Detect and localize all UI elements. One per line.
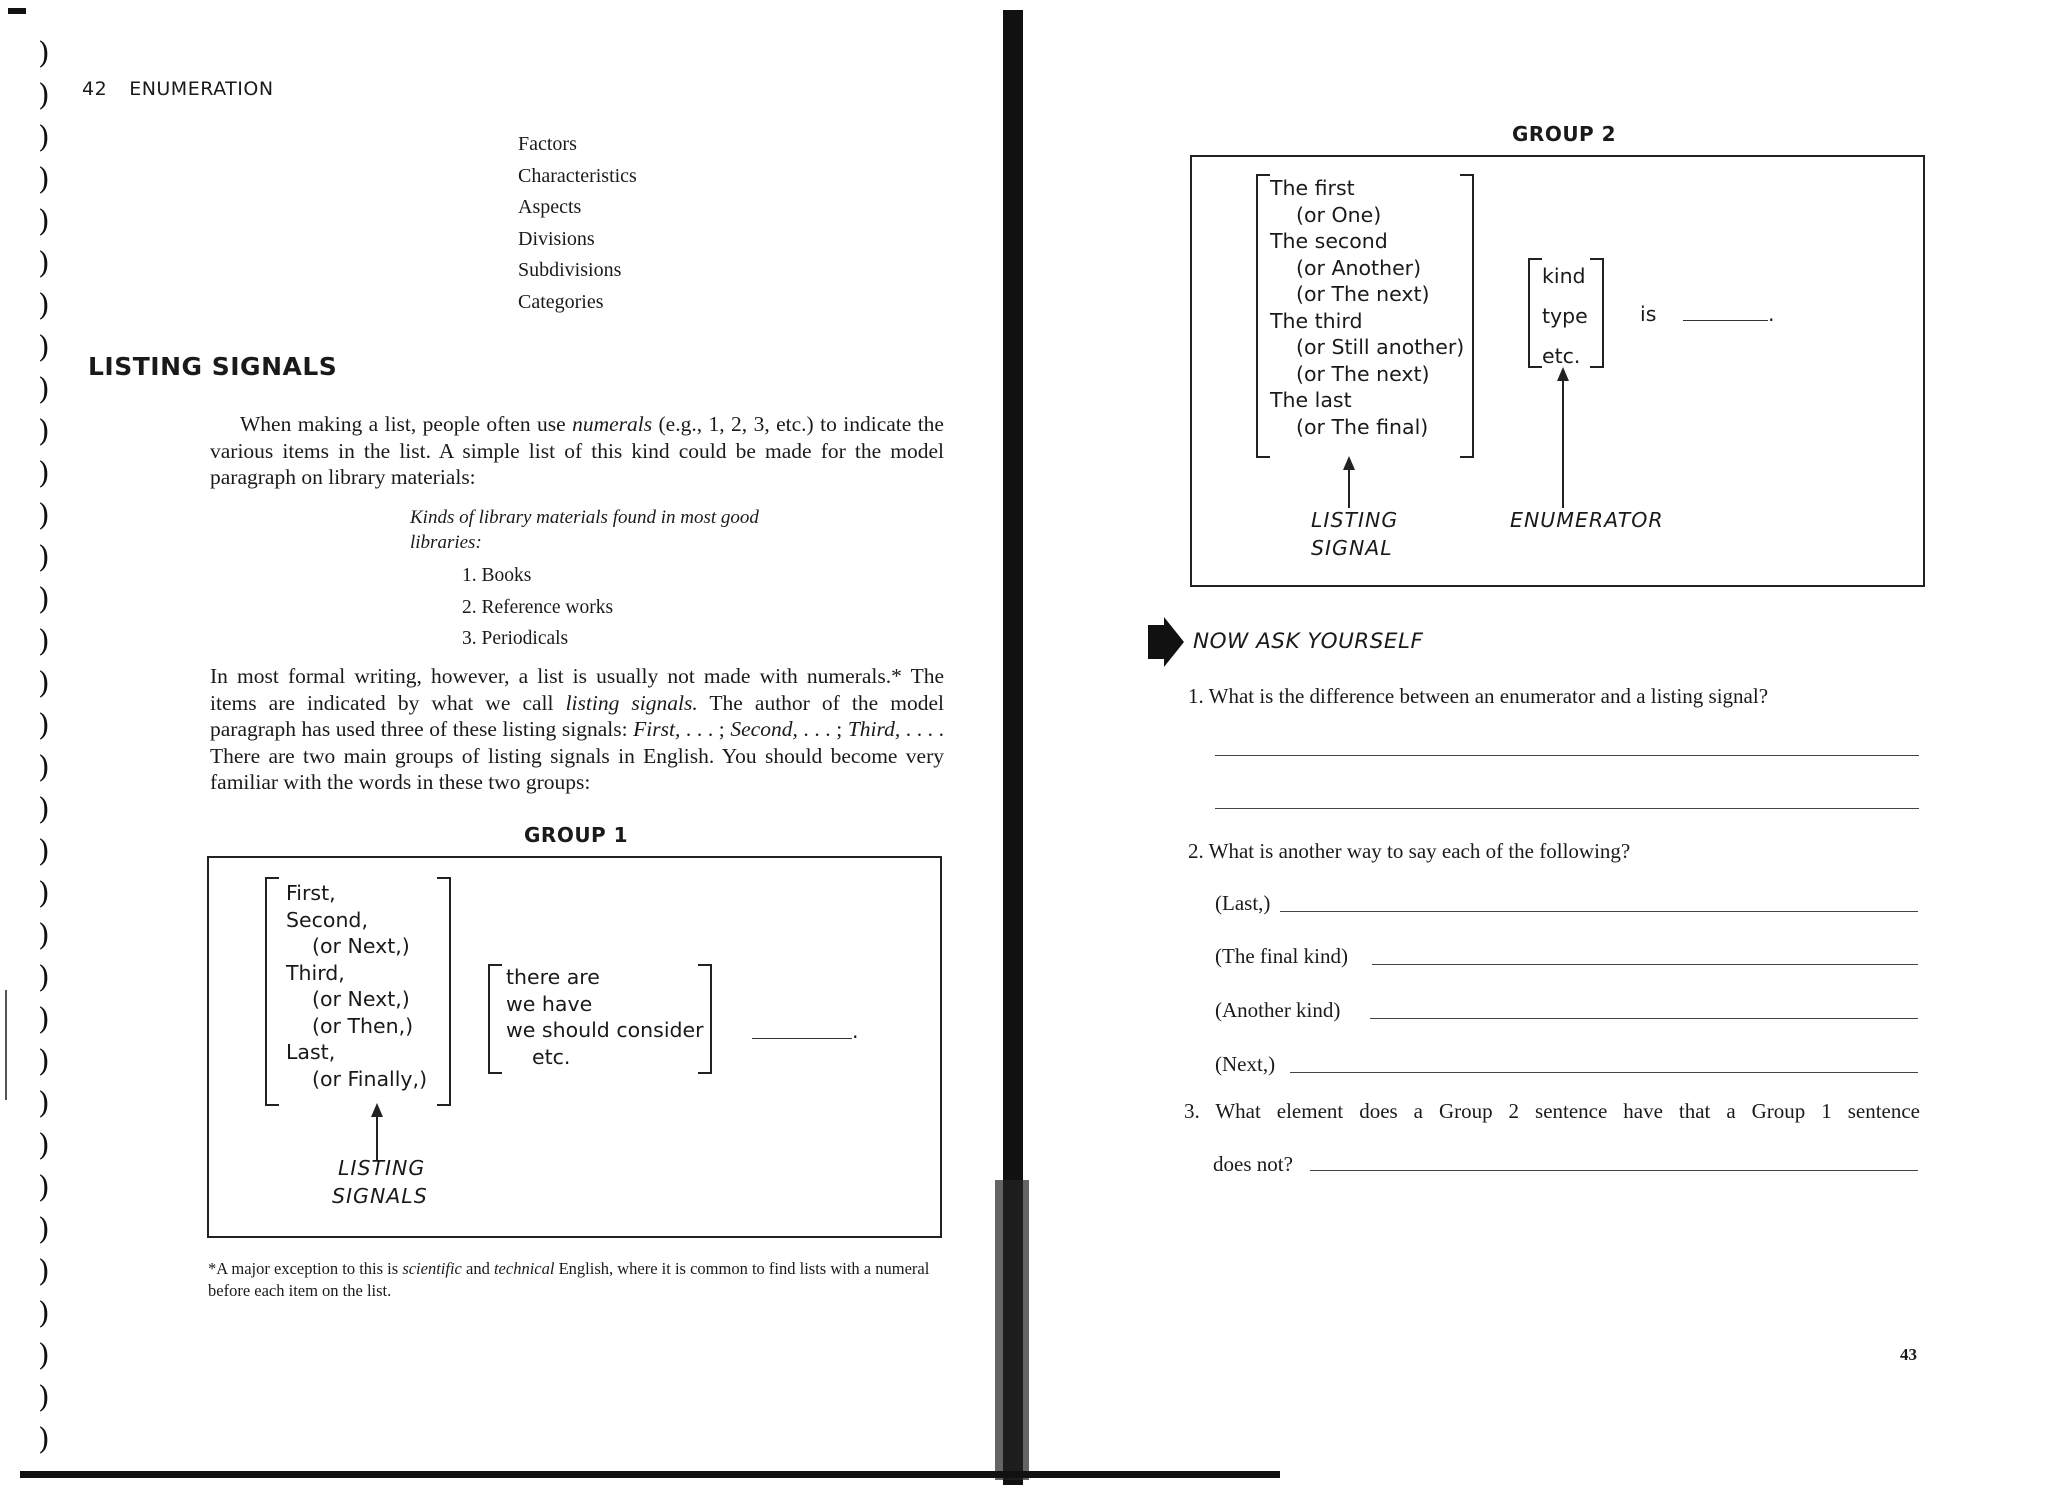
- page-edge-mark: [8, 8, 26, 14]
- group1-label-1: LISTING: [338, 1156, 426, 1180]
- binding-ring-icon: ): [38, 540, 50, 575]
- now-ask-heading: NOW ASK YOURSELF: [1193, 629, 1424, 654]
- binding-ring-icon: ): [38, 330, 50, 365]
- binding-ring-icon: ): [38, 162, 50, 197]
- binding-ring-icon: ): [38, 498, 50, 533]
- group2-signal-arrow-shaft: [1348, 468, 1350, 508]
- top-list-item: Categories: [518, 290, 604, 313]
- para2-run: First,: [633, 717, 681, 741]
- numbered-list-item: 3. Periodicals: [462, 628, 569, 649]
- group2-enumerator-word: etc.: [1542, 344, 1581, 368]
- para2-run: . . . ;: [680, 717, 731, 741]
- group2-signal-line: (or The next): [1296, 282, 1430, 306]
- running-head: ENUMERATION: [129, 78, 274, 100]
- top-list-item: Subdivisions: [518, 259, 622, 281]
- paragraph-1-text: [210, 411, 944, 491]
- binding-ring-icon: ): [38, 792, 50, 827]
- para2-run: . . . . There are two main groups of listing signals in English. You should become very familiar with the words in these two groups:: [210, 717, 945, 794]
- binding-ring-icon: ): [38, 708, 50, 743]
- binding-ring-icon: ): [38, 1380, 50, 1415]
- group2-enumerators: [1542, 256, 1588, 376]
- binding-ring-icon: ): [38, 1128, 50, 1163]
- caption-run: found in most good: [607, 507, 759, 528]
- group2-signal-label-2: SIGNAL: [1311, 536, 1393, 560]
- answer-line-2[interactable]: [1370, 1018, 1918, 1019]
- group2-enumerator-arrow-shaft: [1562, 378, 1564, 508]
- paragraph-1: [210, 411, 944, 491]
- group1-blank-period: .: [852, 1019, 859, 1043]
- binding-ring-icon: ): [38, 834, 50, 869]
- footnote-run: technical: [493, 1259, 555, 1278]
- group2-signal-line: (or Another): [1296, 255, 1422, 280]
- group1-title: GROUP 1: [524, 823, 629, 847]
- binding-ring-icon: ): [38, 204, 50, 239]
- group2-signal-line: The second: [1270, 229, 1388, 253]
- group2-signal-line: The first: [1270, 176, 1355, 200]
- paragraph-2: [210, 663, 944, 796]
- binding-ring-icon: ): [38, 120, 50, 155]
- numbered-list: [462, 560, 613, 655]
- book-spine-shadow: [995, 1180, 1029, 1480]
- answer-line-2[interactable]: [1372, 964, 1918, 965]
- paragraph-2-text: [210, 663, 944, 796]
- question-1: 1. What is the difference between an enumerator and a listing signal?: [1188, 684, 1769, 708]
- group2-enumerator-word: type: [1542, 304, 1588, 328]
- group2-enum-bracket-left: [1528, 258, 1542, 368]
- group1-signal-line: (or Finally,): [312, 1066, 428, 1091]
- page-number-right: 43: [1900, 1345, 1917, 1364]
- running-header: [82, 78, 296, 100]
- binding-ring-icon: ): [38, 876, 50, 911]
- footnote: [208, 1258, 942, 1302]
- group1-blank: [752, 1038, 852, 1039]
- group2-blank-period: .: [1768, 302, 1775, 326]
- binding-ring-icon: ): [38, 1296, 50, 1331]
- answer-line-1b[interactable]: [1215, 808, 1919, 809]
- group1-label-2: SIGNALS: [332, 1184, 428, 1208]
- group2-bracket-left: [1256, 174, 1270, 458]
- top-list: [518, 129, 637, 318]
- binding-ring-icon: ): [38, 582, 50, 617]
- answer-line-3[interactable]: [1310, 1170, 1918, 1171]
- binding-ring-icon: ): [38, 666, 50, 701]
- group2-enumerator-label: ENUMERATOR: [1510, 508, 1664, 532]
- group1-signals: [286, 880, 427, 1092]
- group2-title: GROUP 2: [1512, 122, 1617, 146]
- group2-signal-line: The last: [1270, 388, 1352, 412]
- binding-ring-icon: ): [38, 1044, 50, 1079]
- binding-ring-icon: ): [38, 372, 50, 407]
- footnote-run: English, where it is common to find lists with a numeral before each item on the list.: [208, 1259, 930, 1300]
- group1-middle-line: we should consider: [506, 1018, 704, 1042]
- group2-signal-label-1: LISTING: [1311, 508, 1399, 532]
- top-list-item: Aspects: [518, 196, 582, 218]
- group1-middle-line: we have: [506, 991, 593, 1016]
- binding-ring-icon: ): [38, 1170, 50, 1205]
- binding-ring-icon: ): [38, 750, 50, 785]
- binding-ring-icon: ): [38, 36, 50, 71]
- binding-ring-icon: ): [38, 1422, 50, 1457]
- binding-ring-icon: ): [38, 1002, 50, 1037]
- top-list-item: Divisions: [518, 227, 595, 250]
- question-2: 2. What is another way to say each of the following?: [1188, 839, 1631, 863]
- group2-enum-bracket-right: [1590, 258, 1604, 368]
- group1-middle-phrases: [506, 964, 704, 1070]
- group2-signals: [1270, 175, 1464, 440]
- group2-signal-line: The third: [1270, 308, 1363, 333]
- binding-ring-icon: ): [38, 1254, 50, 1289]
- para1-run: numerals: [572, 412, 653, 436]
- binding-ring-icon: ): [38, 1338, 50, 1373]
- answer-line-2[interactable]: [1280, 911, 1918, 912]
- footnote-run: and: [461, 1259, 494, 1278]
- binding-ring-icon: ): [38, 918, 50, 953]
- question-3-line-2: does not?: [1213, 1152, 1293, 1176]
- para1-run: When making a list, people often use: [240, 412, 573, 436]
- binding-ring-icon: ): [38, 1212, 50, 1247]
- answer-line-2[interactable]: [1290, 1072, 1918, 1073]
- answer-line-1a[interactable]: [1215, 755, 1919, 756]
- group1-signal-line: (or Then,): [312, 1013, 414, 1038]
- page-bottom-edge: [20, 1471, 1280, 1478]
- group1-middle-line: etc.: [532, 1044, 571, 1069]
- para2-run: The author of the model paragraph has used three of these listing signals:: [210, 690, 944, 741]
- group1-signal-line: Second,: [286, 907, 368, 932]
- footnote-run: *A major exception to this is: [208, 1259, 403, 1278]
- question-3-line-1: 3. What element does a Group 2 sentence have that a Group 1 sentence: [1184, 1099, 1920, 1123]
- binding-ring-icon: ): [38, 288, 50, 323]
- group1-arrow-shaft: [376, 1114, 378, 1160]
- margin-line: [5, 990, 7, 1100]
- top-list-item: Factors: [518, 133, 577, 155]
- question-2-item: (Next,): [1215, 1052, 1276, 1076]
- caption-run: libraries:: [410, 532, 482, 553]
- group1-middle-line: there are: [506, 965, 600, 989]
- para2-run: Third,: [847, 717, 901, 741]
- group2-is: is: [1640, 302, 1657, 326]
- group1-mid-bracket-left: [488, 964, 502, 1074]
- group1-signal-line: (or Next,): [312, 934, 410, 958]
- group1-bracket-left: [265, 877, 279, 1106]
- pointer-arrow-icon: [1148, 617, 1184, 667]
- para2-run: Second,: [730, 717, 798, 741]
- question-2-item: (The final kind): [1215, 944, 1348, 968]
- para2-run: . . . ;: [797, 717, 848, 741]
- group1-signal-line: (or Next,): [312, 987, 410, 1011]
- group1-signal-line: Last,: [286, 1040, 336, 1064]
- page-number-left: 42: [82, 78, 108, 100]
- group1-signal-line: First,: [286, 881, 336, 905]
- group1-bracket-right: [437, 877, 451, 1106]
- para2-run: listing signals.: [565, 690, 698, 715]
- group1-signal-line: Third,: [286, 960, 345, 985]
- group2-signal-line: (or The next): [1296, 361, 1430, 386]
- group2-signal-line: (or One): [1296, 202, 1382, 227]
- para2-run: In most formal writing, however, a list is usually not made with numerals.* The items are indicated by what we call: [210, 664, 944, 715]
- numbered-list-item: 2. Reference works: [462, 596, 614, 618]
- binding-ring-icon: ): [38, 78, 50, 113]
- question-2-item: (Another kind): [1215, 998, 1341, 1022]
- group2-signal-line: (or Still another): [1296, 335, 1465, 359]
- footnote-run: scientific: [402, 1259, 462, 1278]
- section-heading: LISTING SIGNALS: [88, 352, 338, 381]
- binding-ring-icon: ): [38, 624, 50, 659]
- binding-ring-icon: ): [38, 960, 50, 995]
- binding-ring-icon: ): [38, 414, 50, 449]
- caption-run: Kinds of library materials: [410, 507, 608, 528]
- group2-signal-line: (or The final): [1296, 414, 1429, 439]
- list-caption: [410, 505, 770, 555]
- para1-run: (e.g., 1, 2, 3, etc.) to indicate the various items in the list. A simple list of this kind could be made for the model paragraph on library materials:: [210, 412, 944, 489]
- numbered-list-item: 1. Books: [462, 565, 532, 586]
- binding-ring-icon: ): [38, 1086, 50, 1121]
- group2-blank: [1683, 320, 1768, 321]
- question-2-item: (Last,): [1215, 891, 1271, 915]
- binding-ring-icon: ): [38, 456, 50, 491]
- top-list-item: Characteristics: [518, 164, 637, 187]
- binding-ring-icon: ): [38, 246, 50, 281]
- group2-enumerator-word: kind: [1542, 264, 1586, 288]
